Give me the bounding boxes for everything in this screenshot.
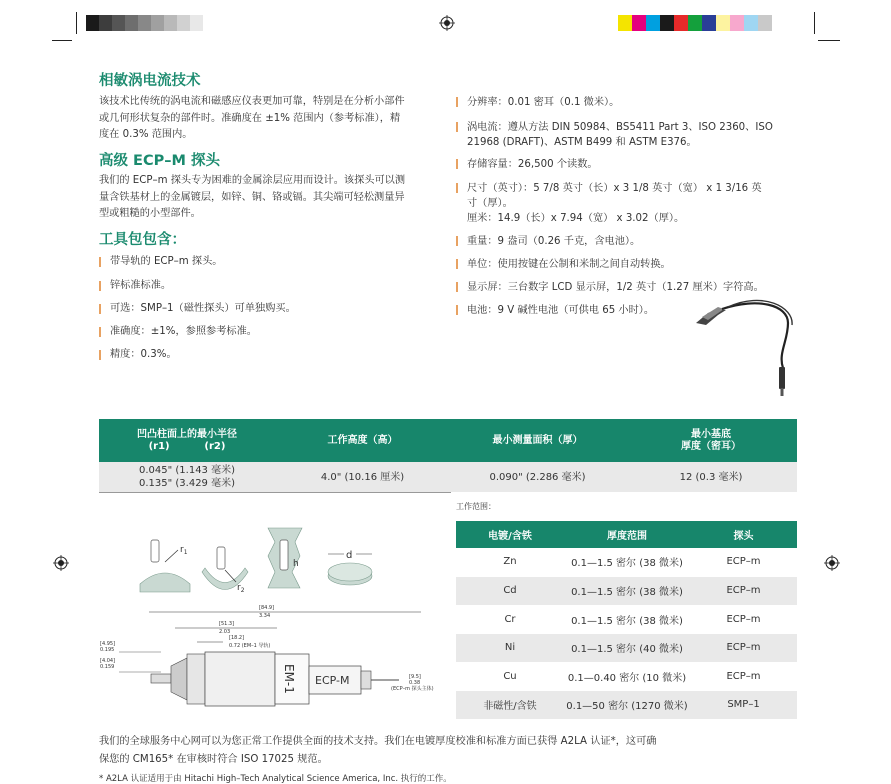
- range-table: [456, 521, 797, 720]
- section-body-eddy: 该技术比传统的涡电流和磁感应仪表更加可靠，特别是在分析小部件 或几何形状复杂的部件时。准确度在 ±1% 范围内（参考标准），精 度在 0.3% 范围内。: [99, 96, 405, 140]
- gray-swatch: [151, 15, 164, 31]
- crop-mark: [52, 40, 72, 41]
- table1-cell: 12 (0.3 毫米): [625, 462, 797, 492]
- gray-swatch: [190, 15, 203, 31]
- svg-text:3.34: 3.34: [259, 613, 271, 619]
- svg-text:[51.3]: [51.3]: [219, 621, 235, 627]
- spec-item: 单位：使用按键在公制和米制之间自动转换。: [456, 257, 797, 272]
- gray-swatch: [125, 15, 138, 31]
- svg-text:(ECP–m 探头主体): (ECP–m 探头主体): [391, 686, 434, 692]
- table2-caption: 工作范围：: [456, 502, 496, 511]
- svg-text:[9.5]: [9.5]: [409, 674, 421, 680]
- kit-item: 锌标准标准。: [99, 279, 171, 293]
- table1-header: 凹凸柱面上的最小半径 (r1) (r2): [99, 419, 275, 462]
- table-row: Ni 0.1—1.5 密尔 (40 微米) ECP–m: [456, 633, 797, 662]
- footnote: * A2LA 认证适用于由 Hitachi High–Tech Analytical Science America, Inc. 执行的工作。: [99, 774, 452, 784]
- table1-cell: 0.090" (2.286 毫米): [450, 462, 625, 492]
- probe-spec-table: [99, 419, 797, 492]
- table-row: Cd 0.1—1.5 密尔 (38 微米) ECP–m: [456, 576, 797, 605]
- h-label: h: [293, 559, 299, 569]
- spec-item: 存储容量：26,500 个读数。: [456, 157, 797, 172]
- svg-text:0.195: 0.195: [100, 647, 115, 653]
- gray-swatch: [112, 15, 125, 31]
- d-label: d: [346, 550, 353, 561]
- color-swatch: [730, 15, 744, 31]
- footer-text: 我们的全球服务中心网可以为您正常工作提供全面的技术支持。我们在电镀厚度校准和标准方面已获得 A2LA 认证*，这可确 保您的 CM165* 在审核时符合 ISO 17025 规范。: [99, 736, 657, 765]
- r2-label: $r_2$: [237, 583, 245, 594]
- gray-swatch: [99, 15, 112, 31]
- crop-mark: [76, 12, 77, 34]
- color-swatch: [744, 15, 758, 31]
- color-swatch: [716, 15, 730, 31]
- table-row: Cu 0.1—0.40 密尔 (10 微米) ECP–m: [456, 662, 797, 690]
- svg-text:[84.9]: [84.9]: [259, 605, 275, 611]
- kit-item: 可选：SMP–1（磁性探头）可单独购买。: [99, 302, 296, 316]
- kit-item: 精度：0.3%。: [99, 348, 177, 362]
- guide-label: EM-1: [282, 664, 296, 694]
- svg-text:0.72 (EM–1 导轨): 0.72 (EM–1 导轨): [229, 643, 271, 649]
- section-title-eddy: 相敏涡电流技术: [99, 73, 201, 89]
- color-swatch: [688, 15, 702, 31]
- table1-header: 最小测量面积（厚）: [450, 419, 625, 462]
- r1-label: $r_1$: [180, 545, 188, 556]
- table1-divider: [99, 492, 451, 493]
- svg-text:[18.2]: [18.2]: [229, 635, 245, 641]
- color-bar: [618, 15, 772, 31]
- color-swatch: [702, 15, 716, 31]
- table2-header: 电镀/含铁: [456, 521, 564, 548]
- probe-label: ECP-M: [315, 674, 350, 687]
- gray-swatch: [138, 15, 151, 31]
- svg-text:[4.04]: [4.04]: [100, 658, 116, 664]
- spec-item: 涡电流：遵从方法 DIN 50984、BS5411 Part 3、ISO 2360、ISO 21968 (DRAFT)、ASTM B499 和 ASTM E376。: [456, 120, 797, 150]
- probe-image: [688, 293, 798, 403]
- registration-mark-left: [53, 555, 69, 571]
- color-swatch: [660, 15, 674, 31]
- table-row: Zn 0.1—1.5 密尔 (38 微米) ECP–m: [456, 548, 797, 576]
- spec-item: 显示屏：三台数字 LCD 显示屏，1/2 英寸（1.27 厘米）字符高。: [456, 280, 797, 295]
- section-title-kit: 工具包包含：: [99, 232, 186, 248]
- color-swatch: [632, 15, 646, 31]
- grayscale-bar: [86, 15, 216, 31]
- spec-item: 电池：9 V 碱性电池（可供电 65 小时）。: [456, 303, 797, 318]
- table1-header: 工作高度（高）: [275, 419, 450, 462]
- crop-mark: [814, 12, 815, 34]
- gray-swatch: [164, 15, 177, 31]
- gray-swatch: [177, 15, 190, 31]
- kit-item: 带导轨的 ECP–m 探头。: [99, 255, 223, 269]
- table2-header: 探头: [690, 521, 797, 548]
- svg-text:0.159: 0.159: [100, 664, 115, 670]
- geometry-diagram: [130, 522, 390, 602]
- section-body-probe: 我们的 ECP–m 探头专为困难的金属涂层应用而设计。该探头可以测 量含铁基材上的金属镀层，如锌、铜、铬或镉。其尖端可轻松测量异 型或粗糙的小型部件。: [99, 175, 406, 219]
- probe-dimension-drawing: [99, 600, 439, 710]
- table2-header: 厚度范围: [564, 521, 690, 548]
- registration-mark-right: [824, 555, 840, 571]
- table1-header: 最小基底 厚度（密耳）: [625, 419, 797, 462]
- svg-text:0.38: 0.38: [409, 680, 421, 686]
- gray-swatch: [203, 15, 216, 31]
- table-row: Cr 0.1—1.5 密尔 (38 微米) ECP–m: [456, 605, 797, 633]
- color-swatch: [618, 15, 632, 31]
- table1-cell: 4.0" (10.16 厘米): [275, 462, 450, 492]
- color-swatch: [674, 15, 688, 31]
- color-swatch: [646, 15, 660, 31]
- table1-cell: 0.045" (1.143 毫米) 0.135" (3.429 毫米): [99, 462, 275, 492]
- svg-text:[4.95]: [4.95]: [100, 641, 116, 647]
- kit-item: 准确度：±1%，参照参考标准。: [99, 325, 257, 339]
- spec-item: 重量：9 盎司（0.26 千克，含电池）。: [456, 234, 797, 249]
- table-row: 非磁性/含铁 0.1—50 密尔 (1270 微米) SMP–1: [456, 690, 797, 719]
- gray-swatch: [86, 15, 99, 31]
- svg-text:2.03: 2.03: [219, 629, 231, 635]
- registration-mark-top: [439, 15, 455, 31]
- section-title-probe: 高级 ECP–M 探头: [99, 153, 220, 169]
- spec-item: 分辨率：0.01 密耳（0.1 微米）。: [456, 95, 797, 110]
- crop-mark: [818, 40, 840, 41]
- spec-item: 尺寸（英寸）：5 7/8 英寸（长）x 3 1/8 英寸（宽） x 1 3/16 英 寸（厚）。 厘米：14.9（长）x 7.94（宽） x 3.02（厚）。: [456, 181, 797, 226]
- color-swatch: [758, 15, 772, 31]
